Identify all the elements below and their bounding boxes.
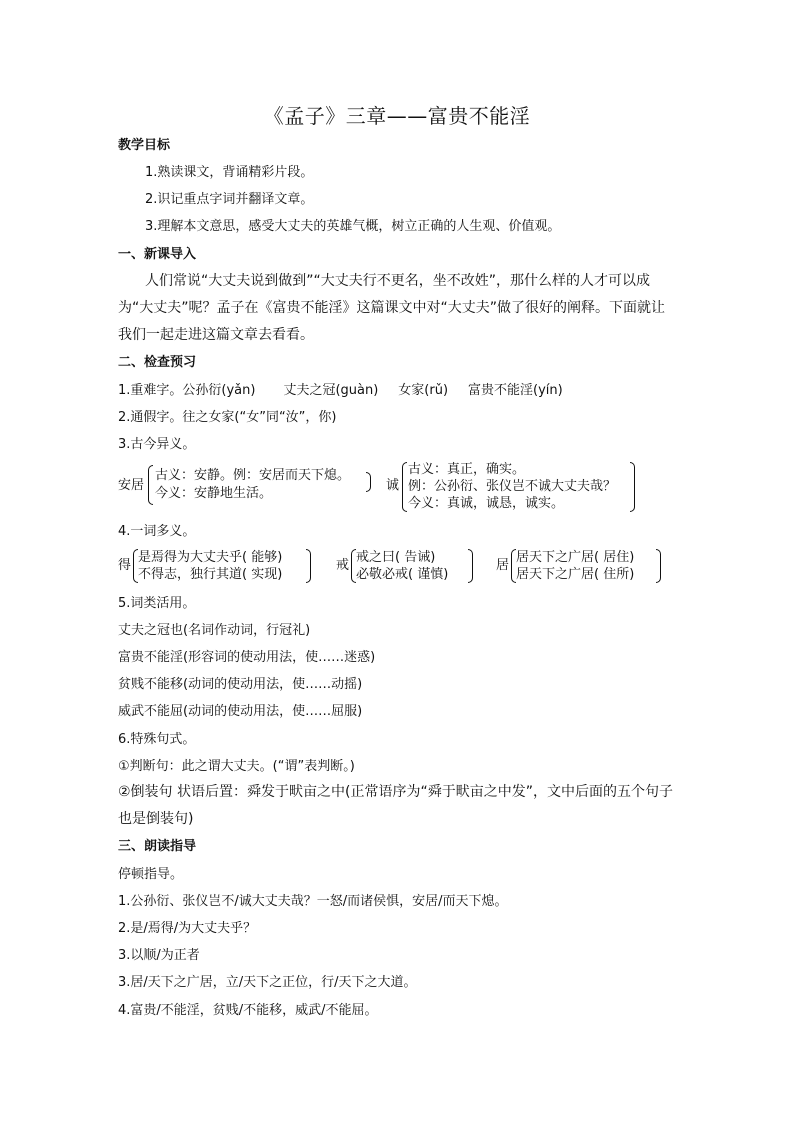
right-brace	[366, 472, 371, 492]
jie-group	[336, 548, 480, 584]
reading-item: 3.居/天下之广居，立/天下之正位，行/天下之大道。	[118, 975, 417, 990]
pattern-inversion	[118, 779, 676, 833]
de-group	[118, 548, 318, 584]
reading-item: 1.公孙衍、张仪岂不/诚大丈夫哉？一怒/而诸侯惧，安居/而天下熄。	[118, 894, 508, 909]
jie-head: 戒	[336, 558, 350, 573]
ju-row: 居天下之广居( 住所)	[516, 567, 635, 582]
de-row: 不得志，独行其道( 实现)	[138, 567, 283, 582]
gujin-heading: 3.古今异义。	[118, 437, 196, 452]
left-brace	[402, 462, 407, 512]
hard-chars-label: 1.重难字。	[118, 383, 183, 398]
ju-head: 居	[496, 558, 510, 573]
hard-char: 富贵不能淫(yín)	[468, 383, 563, 398]
tongjia-line: 2.通假字。往之女家(“女”同“汝”，你)	[118, 410, 337, 425]
section2-heading: 二、检查预习	[118, 355, 197, 370]
cheng-row: 例：公孙衍、张仪岂不诚大丈夫哉？	[408, 479, 617, 494]
pause-intro: 停顿指导。	[118, 867, 184, 882]
anju-head: 安居	[118, 478, 145, 493]
section1-heading: 一、新课导入	[118, 247, 197, 262]
cheng-head: 诚	[386, 478, 400, 493]
de-row: 是焉得为大丈夫乎( 能够)	[138, 550, 283, 565]
jie-row: 戒之曰( 告诫)	[356, 550, 436, 565]
cheng-group	[386, 460, 642, 512]
right-brace	[306, 549, 311, 583]
right-brace	[468, 549, 473, 583]
usage-item: 丈夫之冠也(名词作动词，行冠礼)	[118, 623, 311, 638]
reading-item: 4.富贵/不能淫，贫贱/不能移，威武/不能屈。	[118, 1003, 378, 1018]
goal-item: 2.识记重点字词并翻译文章。	[145, 192, 314, 207]
anju-group	[118, 464, 378, 506]
de-head: 得	[118, 558, 132, 573]
ju-row: 居天下之广居( 居住)	[516, 550, 635, 565]
cheng-row: 今义：真诚，诚恳，诚实。	[408, 496, 565, 511]
cheng-row: 古义：真正，确实。	[408, 462, 526, 477]
reading-item: 2.是/焉得/为大丈夫乎？	[118, 921, 257, 936]
pattern-judgment: ①判断句：此之谓大丈夫。(“谓”表判断。)	[118, 759, 355, 774]
special-heading: 6.特殊句式。	[118, 732, 196, 747]
right-brace	[656, 549, 661, 583]
page-title: 《孟子》三章——富贵不能淫	[263, 104, 531, 128]
usage-item: 贫贱不能移(动词的使动用法，使……动摇)	[118, 677, 363, 692]
anju-row: 今义：安静地生活。	[155, 486, 273, 501]
right-brace	[630, 462, 635, 512]
usage-item: 富贵不能淫(形容词的使动用法，使……迷惑)	[118, 650, 376, 665]
hard-char: 公孙衍(yǎn)	[182, 383, 256, 398]
hard-char: 女家(rǔ)	[398, 383, 449, 398]
hard-char: 丈夫之冠(guàn)	[283, 383, 379, 398]
goals-heading: 教学目标	[118, 138, 171, 153]
intro-paragraph	[118, 268, 676, 349]
reading-item: 3.以顺/为正者	[118, 948, 200, 963]
anju-row: 古义：安静。例：安居而天下熄。	[155, 468, 351, 483]
jie-row: 必敬必戒( 谨慎)	[356, 567, 449, 582]
ju-group	[496, 548, 668, 584]
goal-item: 1.熟读课文，背诵精彩片段。	[145, 165, 314, 180]
intro-paragraph-text: 人们常说“大丈夫说到做到”“大丈夫行不更名，坐不改姓”，那什么样的人才可以成为“大丈夫”呢？孟子在《富贵不能淫》这篇课文中对“大丈夫”做了很好的阐释。下面就让我们一起走进这篇文章去看看。	[118, 273, 666, 343]
pattern-inversion-text: ②倒装句 状语后置：舜发于畎亩之中(正常语序为“舜于畎亩之中发”，文中后面的五个句子也是倒装句)	[118, 784, 673, 827]
left-brace	[148, 465, 153, 505]
duoyi-heading: 4.一词多义。	[118, 524, 196, 539]
usage-item: 威武不能屈(动词的使动用法，使……屈服)	[118, 704, 363, 719]
goal-item: 3.理解本文意思，感受大丈夫的英雄气概，树立正确的人生观、价值观。	[145, 219, 561, 234]
hard-chars-line	[118, 382, 563, 400]
huoyong-heading: 5.词类活用。	[118, 596, 196, 611]
section3-heading: 三、朗读指导	[118, 839, 197, 854]
